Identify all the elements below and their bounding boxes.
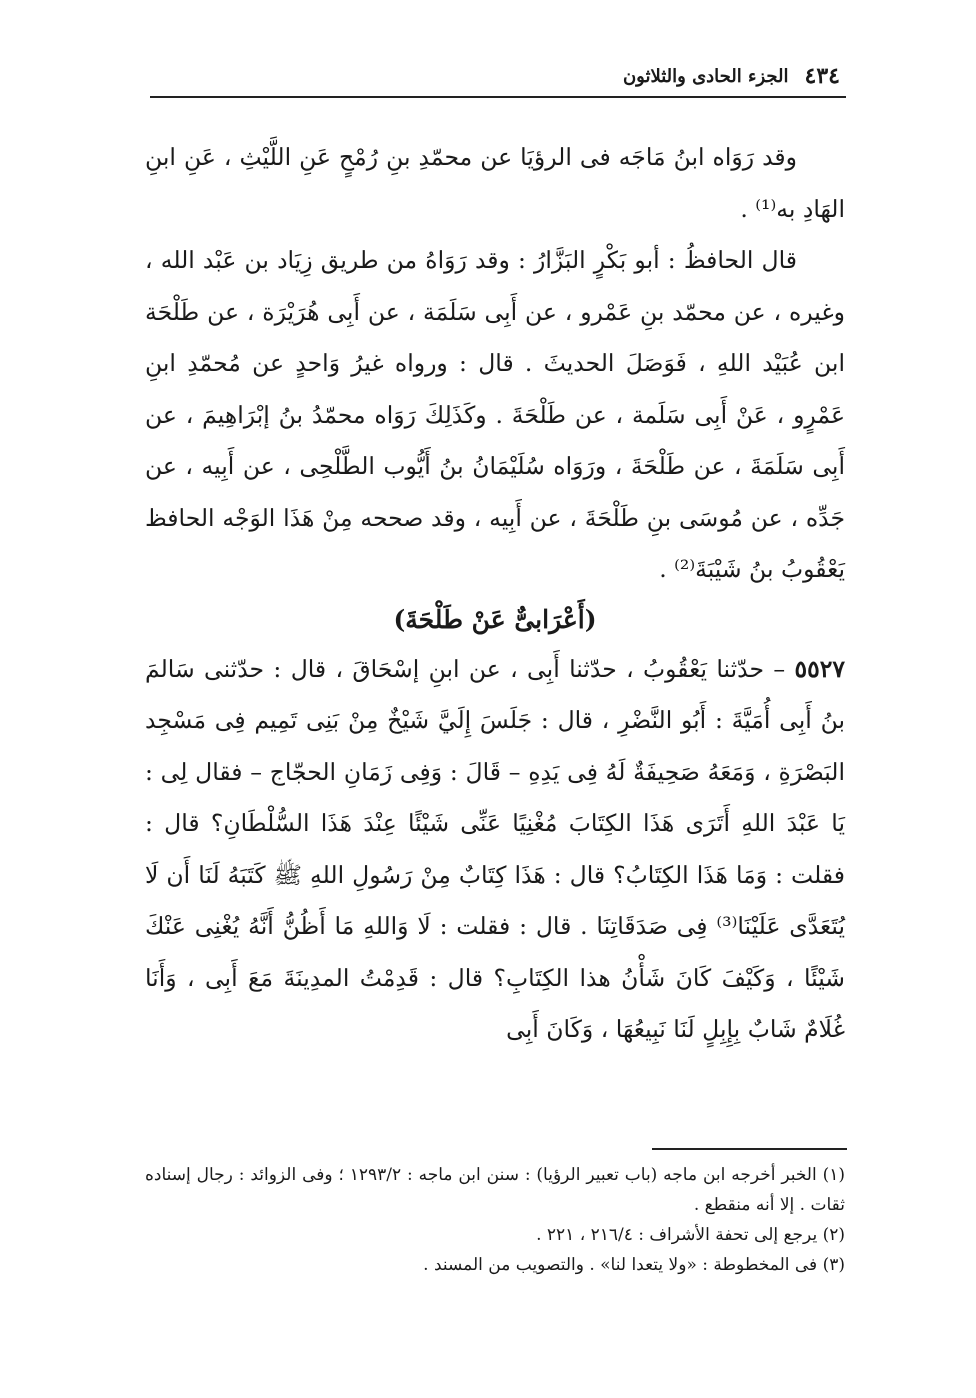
footnote-2: (٢) يرجع إلى تحفة الأشراف : ٢١٦/٤ ، ٢٢١ .	[536, 1225, 845, 1245]
main-text	[145, 132, 845, 1056]
hadith-number: ٥٥٢٧	[794, 654, 845, 683]
hadith-paragraph	[145, 644, 845, 1056]
paragraph-2: قال الحافظُ : أبو بَكْرٍ البَزَّارُ : وقد رَوَاهُ من طريق زِيَاد بن عَبْد الله ، وغيره ، عن محمّد بنِ عَمْرو ، عن أَبِى سَلَمَة ، عن أَبِى هُرَيْرَة ، عن طَلْحَة ابن عُبَيْد اللهِ ، فَوَصَلَ الحديثَ . قال : ورواه غيرُ وَاحدٍ عن مُحمّدِ ابنِ عَمْرٍو ، عَنْ أَبِى سَلَمة ، عن طَلْحَةَ . وكَذَلِكَ رَوَاه محمّدُ بنُ إبْرَاهِيمَ ، عن أَبِى سَلَمَةَ ، عن طَلْحَةَ ، ورَوَاه سُلَيْمَانُ بنُ أَيُّوب الطَّلْحِى ، عن أَبِيه ، عن جَدِّه ، عن مُوسَى بنِ طَلْحَةَ ، عن أَبِيه ، وقد صححه مِنْ هَذَا الوَجْه الحافظ يَعْقُوبُ بنُ شَيْبَةَ⁽²⁾ .	[145, 246, 845, 583]
hadith-text: – حدّثنا يَعْقُوبُ ، حدّثنا أَبِى ، عن ابنِ إسْحَاقَ ، قال : حدّثنى سَالمَ بنُ أَبِى أُمَيَّةَ : أَبُو النَّضْرِ ، قال : جَلَسَ إِلَيَّ شَيْخٌ مِنْ بَنِى تَمِيم فِى مَسْجِد البَصْرَةِ ، وَمَعَهُ صَحِيفَةٌ لَهُ فِى يَدِهِ – قَالَ : وَفِى زَمَانِ الحجّاج – فقال لِى : يَا عَبْدَ اللهِ أَتَرَى هَذَا الكِتَابَ مُغْنِيًا عَنِّى شَيْئًا عِنْدَ هَذَا السُّلْطَانِ؟ قال : فقلت : وَمَا هَذَا الكِتَابُ؟ قال : هَذَا كِتَابٌ مِنْ رَسُولِ اللهِ ﷺ كَتَبَهُ لَنَا أَن لَا يُتَعَدَّى عَلَيْنَا⁽³⁾ فِى صَدَقَاتِنَا . قال : فقلت : لَا وَاللهِ مَا أَظُنُّ أَنَّهُ يُغْنِى عَنْكَ شَيْئًا ، وَكَيْفَ كَانَ شَأْنُ هذا الكِتَابِ؟ قال : قَدِمْتُ المدِينَةَ مَعَ أَبِى ، وَأَنَا غُلَامٌ شَابٌ بِإِبِلٍ لَنَا نَبِيعُهَا ، وَكَانَ أَبِى	[145, 654, 845, 1043]
footnote-rule	[652, 1148, 847, 1150]
running-head: الجزء الحادى والثلاثون	[622, 65, 789, 87]
footnotes	[145, 1160, 845, 1280]
paragraph-1: وقد رَوَاه ابنُ مَاجَه فى الرؤيَا عن محمّدِ بنِ رُمْحٍ عَنِ اللَّيْثِ ، عَنِ ابنِ الهَادِ به⁽¹⁾ .	[145, 143, 845, 223]
page-number: ٤٣٤	[804, 63, 840, 89]
footnote-1: (١) الخبر أخرجه ابن ماجه (باب تعبير الرؤيا) : سنن ابن ماجه : ١٢٩٣/٢ ؛ وفى الزوائد : رجال إسناده ثقات . إلا أنه منقطع .	[145, 1165, 845, 1215]
page-header	[150, 56, 840, 96]
footnote-3: (٣) فى المخطوطة : «ولا يتعدا لنا» . والتصويب من المسند .	[423, 1255, 845, 1275]
header-rule	[150, 96, 846, 98]
section-title: (أَعْرَابىٌّ عَنْ طَلْحَةَ)	[393, 604, 597, 634]
